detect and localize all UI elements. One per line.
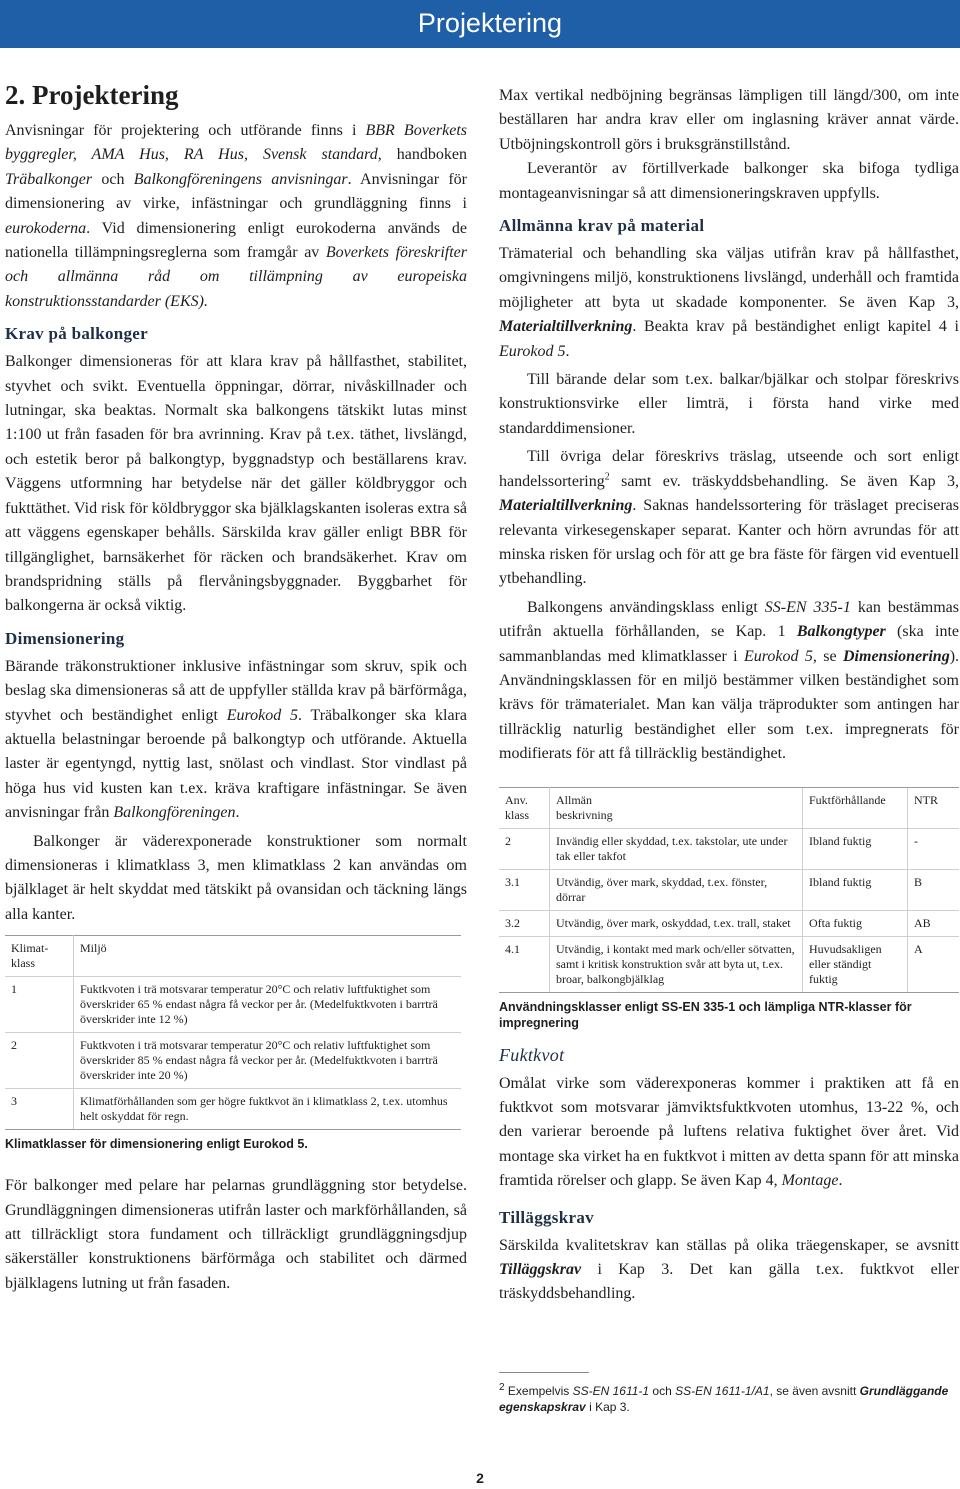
table-cell: 2 <box>5 1033 74 1089</box>
table-row <box>5 1033 461 1089</box>
table-cell: Klimatförhållanden som ger högre fuktkvot än i klimatklass 2, t.ex. utomhus helt oskyddat för regn. <box>74 1089 462 1130</box>
table-row <box>499 869 959 910</box>
header-bar <box>0 0 960 48</box>
footnote-divider <box>499 1372 589 1373</box>
table-cell: 3.2 <box>499 910 550 936</box>
leverantor-paragraph: Leverantör av förtillverkade balkonger ska bifoga tydliga montageanvisningar så att dimensioneringskraven uppfylls. <box>499 160 959 202</box>
page-number: 2 <box>476 1470 484 1486</box>
table-header-cell: Miljö <box>74 936 462 977</box>
table-cell: - <box>908 828 960 869</box>
intro-paragraph: Anvisningar för projektering och utförande finns i BBR Boverkets byggregler, AMA Hus, RA Hus, Svensk standard, handboken Träbalkonger och Balkongföreningens anvisningar. Anvisningar för dimensionering av virke, infästningar och grundläggning finns i eurokoderna. Vid dimensionering enligt eurokoderna används de nationella tillämpningsreglerna som framgår av Boverkets föreskrifter och allmänna råd om tillämpning av europeiska konstruktionsstandarder (EKS). <box>5 122 467 310</box>
nedbojning-paragraph: Max vertikal nedböjning begränsas lämpligen till längd/300, om inte beställaren har andra krav eller om inglasning kräver annat värde. Utböjningskontroll görs i bruksgränstillstånd. <box>499 87 959 153</box>
table-cell: A <box>908 936 960 992</box>
ovriga-paragraph: Till övriga delar föreskrivs träslag, utseende och sort enligt handelssortering$^2$ samt ev. träskyddsbehandling. Se även Kap 3, Materialtillverkning. Saknas handelssortering för träslaget preciseras relevanta virkesegenskaper separat. Kanter och hörn avrundas för att minska risken för urslag och för att ge bra fäste för färgen vid eventuell ytbehandling. <box>499 448 959 588</box>
tillaggskrav-paragraph: Särskilda kvalitetskrav kan ställas på olika träegenskaper, se avsnitt Tilläggskrav i Kap 3. Det kan gälla t.ex. fuktkvot eller träskyddsbehandling. <box>499 1236 959 1303</box>
fuktkvot-heading: Fuktkvot <box>499 1044 565 1065</box>
table-cell: Ofta fuktig <box>803 910 908 936</box>
table-cell: Huvudsakligen eller ständigt fuktig <box>803 936 908 992</box>
table-header-row <box>499 787 959 828</box>
table-cell: B <box>908 869 960 910</box>
dimensionering-heading: Dimensionering <box>5 628 125 648</box>
table-cell: 1 <box>5 977 74 1033</box>
right-column <box>499 84 959 1307</box>
chapter-title: 2. Projektering <box>5 80 179 110</box>
table-cell: Ibland fuktig <box>803 828 908 869</box>
table-row <box>499 910 959 936</box>
klimatklass-table <box>5 935 461 1130</box>
table-row <box>5 1089 461 1130</box>
table-cell: 3.1 <box>499 869 550 910</box>
table-cell: Fuktkvoten i trä motsvarar temperatur 20°C och relativ luftfuktighet som överskrider 85 % endast några få veckor per år. (Medelfuktkvoten i barrträ överskrider inte 20 %) <box>74 1033 462 1089</box>
table-cell: Utvändig, över mark, oskyddad, t.ex. trall, staket <box>550 910 803 936</box>
krav-balkonger-paragraph: Balkonger dimensioneras för att klara krav på hållfasthet, stabilitet, styvhet och svikt. Eventuella öppningar, dörrar, nivåskillnader och lutningar, ska beaktas. Normalt ska balkongens tätskikt lutas minst 1:100 ut från fasaden för bra avrinning. Krav på t.ex. täthet, livslängd, och estetik beror på balkongtyp, byggnadstyp och beställarens krav. Väggens utformning har betydelse när det gäller köldbryggor och fukttäthet. Vid risk för köldbryggor ska bjälklagskanten isoleras extra så att väggens egenskaper behålls. Särskilda krav gäller enligt BBR för tillgänglighet, barnsäkerhet för räcken och brandsäkerhet. Krav om brandspridning ställs på flervåningsbyggnader. Byggbarhet för balkongerna är också viktig. <box>5 353 467 615</box>
table-cell: Fuktkvoten i trä motsvarar temperatur 20°C och relativ luftfuktighet som överskrider 65 % endast några få veckor per år. (Medelfuktkvoten i barrträ överskrider inte 12 %) <box>74 977 462 1033</box>
table-cell: Ibland fuktig <box>803 869 908 910</box>
table-row <box>5 977 461 1033</box>
material-heading: Allmänna krav på material <box>499 216 705 236</box>
table-header-cell: Fuktförhållande <box>803 787 908 828</box>
table-cell: 4.1 <box>499 936 550 992</box>
table-header-row <box>5 936 461 977</box>
tillaggskrav-heading: Tilläggskrav <box>499 1207 594 1227</box>
header-title: Projektering <box>417 8 562 38</box>
anvandningsklass-caption: Användningsklasser enligt SS-EN 335-1 och lämpliga NTR-klasser för impregnering <box>499 999 912 1030</box>
anvandningsklass-paragraph: Balkongens användingsklass enligt SS-EN 335-1 kan bestämmas utifrån aktuella förhållanden, se Kap. 1 Balkongtyper (ska inte sammanblandas med klimatklasser i Eurokod 5, se Dimensionering). Användningsklassen för en miljö bestämmer vilken beständighet som krävs för trämaterialet. Man kan välja träprodukter som antingen har tillräcklig naturlig beständighet eller som t.ex. impregnerats för modifierats för att få tillräcklig beständighet. <box>499 598 960 763</box>
krav-balkonger-heading: Krav på balkonger <box>5 324 149 344</box>
footnote: $^2$ Exempelvis SS-EN 1611-1 och SS-EN 1611-1/A1, se även avsnitt Grundläggande egenskapskrav i Kap 3. <box>499 1382 949 1414</box>
dimensionering-paragraph-1: Bärande träkonstruktioner inklusive infästningar som skruv, spik och beslag ska dimensioneras så att de uppfyller ställda krav på bärförmåga, styvhet och beständighet enligt Eurokod 5. Träbalkonger ska klara aktuella belastningar beroende på balkongtyp och utförande. Aktuella laster är egentyngd, nyttig last, snölast och vindlast. Stor vindlast på höga hus vid kusten kan t.ex. kräva kraftigare infästningar. Se även anvisningar från Balkongföreningen. <box>5 657 467 822</box>
table-header-cell: Allmän beskrivning <box>550 787 803 828</box>
table-cell: Utvändig, över mark, skyddad, t.ex. fönster, dörrar <box>550 869 803 910</box>
anvandningsklass-table <box>499 787 959 993</box>
material-paragraph: Trämaterial och behandling ska väljas utifrån krav på hållfasthet, omgivningens miljö, konstruktionens livslängd, underhåll och framtida möjligheter att byta ut skadade komponenter. Se även Kap 3, Materialtillverkning. Beakta krav på beständighet enligt kapitel 4 i Eurokod 5. <box>499 245 959 360</box>
table-header-cell: Klimat- klass <box>5 936 74 977</box>
left-column <box>5 80 467 1296</box>
table-header-cell: NTR <box>908 787 960 828</box>
table-cell: 2 <box>499 828 550 869</box>
fuktkvot-paragraph: Omålat virke som väderexponeras kommer i praktiken att få en fuktkvot som motsvarar jämviktsfuktkvoten utomhus, 13-22 %, och den varierar beroende på luftens relativa fuktighet över året. Vid montage ska virket ha en fuktkvot i mitten av detta spann för att minska framtida rörelser och glapp. Se även Kap 4, Montage. <box>499 1074 959 1190</box>
table-cell: Utvändig, i kontakt med mark och/eller sötvatten, samt i kritisk konstruktion svår att byta ut, t.ex. broar, balkongbjälklag <box>550 936 803 992</box>
table-row <box>499 936 959 992</box>
dimensionering-paragraph-2: Balkonger är väderexponerade konstruktioner som normalt dimensioneras i klimatklass 3, men klimatklass 2 kan användas om bjälklaget är helt skyddat med tätskikt på ovansidan och täckning längs alla kanter. <box>5 832 467 923</box>
table-header-cell: Anv. klass <box>499 787 550 828</box>
table-cell: 3 <box>5 1089 74 1130</box>
table-row <box>499 828 959 869</box>
klimatklass-caption: Klimatklasser för dimensionering enligt Eurokod 5. <box>5 1137 308 1152</box>
table-cell: AB <box>908 910 960 936</box>
pelare-paragraph: För balkonger med pelare har pelarnas grundläggning stor betydelse. Grundläggningen dimensioneras utifrån laster och markförhållanden, så att tillräckligt stora fundament och tillräckligt grundläggningsdjup säkerställer konstruktionens bärförmåga och stabilitet och därmed bjälklagens lutning ut från fasaden. <box>5 1177 467 1292</box>
barande-paragraph: Till bärande delar som t.ex. balkar/bjälkar och stolpar föreskrivs konstruktionsvirke eller limträ, i första hand virke med standarddimensioner. <box>499 371 959 437</box>
table-cell: Invändig eller skyddad, t.ex. takstolar, ute under tak eller takfot <box>550 828 803 869</box>
